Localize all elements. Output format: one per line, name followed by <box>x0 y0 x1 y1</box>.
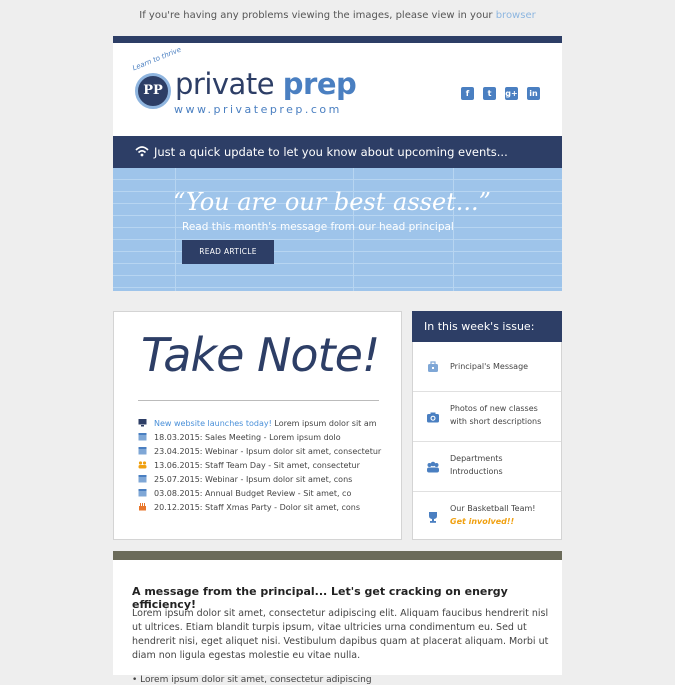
logo-word-prep: prep <box>282 67 357 101</box>
banner-text: Just a quick update to let you know about upcoming events... <box>154 145 508 159</box>
note-text: 03.08.2015: Annual Budget Review - Sit amet, co <box>154 489 352 498</box>
twitter-icon[interactable]: t <box>483 87 496 100</box>
issue-item-photos[interactable] <box>413 392 561 442</box>
issue-item-label: Departments <box>450 454 503 463</box>
note-item <box>138 488 351 498</box>
calendar-icon <box>138 474 147 483</box>
logo-url: www.privateprep.com <box>174 103 342 116</box>
get-involved-link[interactable]: Get involved!! <box>450 516 515 526</box>
cake-icon <box>138 502 147 511</box>
wifi-icon <box>135 144 149 158</box>
note-item <box>138 474 352 484</box>
issue-item-label: Photos of new classes <box>450 404 538 413</box>
note-text: Lorem ipsum dolor sit am <box>271 419 377 428</box>
calendar-icon <box>138 488 147 497</box>
hero-subtitle: Read this month's message from our head principal <box>182 221 454 233</box>
note-item <box>138 446 381 456</box>
hero-quote: “You are our best asset...” <box>173 188 491 216</box>
issue-item-sublabel: with short descriptions <box>450 416 542 426</box>
note-item[interactable] <box>138 418 377 428</box>
hero-section <box>113 168 562 291</box>
group-icon <box>426 460 440 474</box>
read-article-button[interactable]: READ ARTICLE <box>182 240 274 264</box>
hero-paper-line <box>175 168 176 291</box>
article-title: A message from the principal... Let's get cracking on energy efficiency! <box>132 585 508 611</box>
issue-panel <box>412 311 562 540</box>
issue-item-label: Principal's Message <box>450 362 529 371</box>
note-text: 18.03.2015: Sales Meeting - Lorem ipsum dolo <box>154 433 341 442</box>
view-in-browser-note <box>0 10 675 21</box>
calendar-icon <box>138 446 147 455</box>
article-body: Lorem ipsum dolor sit amet, consectetur adipiscing elit. Aliquam faucibus hendrerit nisl ut ultrices. Etiam blandit turpis ipsum, vitae ultricies urna condimentum eu. Sed ut hendrerit nisi, eget aliquet nisi. Vestibulum dapibus quam at placerat aliquam. Morbi ut diam non ligula egestas molestie eu vitae nulla. <box>132 608 549 661</box>
note-item <box>138 432 341 442</box>
briefcase-icon <box>426 360 440 374</box>
issue-heading: In this week's issue: <box>412 311 562 342</box>
divider <box>138 400 379 401</box>
note-text: 20.12.2015: Staff Xmas Party - Dolor sit amet, cons <box>154 503 361 512</box>
logo-word-private: private <box>175 67 283 101</box>
googleplus-icon[interactable]: g+ <box>505 89 518 98</box>
facebook-icon[interactable]: f <box>461 87 474 100</box>
logo-wordmark[interactable] <box>175 67 356 101</box>
take-note-title: Take Note! <box>141 328 380 382</box>
logo-tagline: Learn to thrive <box>131 45 183 73</box>
note-item <box>138 502 360 512</box>
issue-item-principal[interactable] <box>413 342 561 392</box>
trophy-icon <box>426 510 440 524</box>
note-item <box>138 460 360 470</box>
issue-item-basketball[interactable] <box>413 492 561 542</box>
note-text: 13.06.2015: Staff Team Day - Sit amet, consectetur <box>154 461 360 470</box>
issue-item-sublabel: Introductions <box>450 466 503 476</box>
issue-item-departments[interactable] <box>413 442 561 492</box>
issue-item-label: Our Basketball Team! <box>450 504 536 513</box>
calendar-icon <box>138 432 147 441</box>
monitor-icon <box>138 418 147 427</box>
article-bullet: • Lorem ipsum dolor sit amet, consectetur adipiscing <box>132 675 372 685</box>
logo-mark: PP <box>135 73 171 109</box>
linkedin-icon[interactable]: in <box>527 87 540 100</box>
camera-icon <box>426 410 440 424</box>
browser-link[interactable]: browser <box>495 10 536 21</box>
principal-article <box>113 551 562 685</box>
note-highlight[interactable]: New website launches today! <box>154 419 272 428</box>
note-text: 25.07.2015: Webinar - Ipsum dolor sit amet, cons <box>154 475 353 484</box>
note-text: 23.04.2015: Webinar - Ipsum dolor sit amet, consectetur <box>154 447 382 456</box>
take-note-panel <box>113 311 402 540</box>
update-banner <box>113 136 562 168</box>
email-header <box>113 36 562 136</box>
top-note-text: If you're having any problems viewing the images, please view in your <box>139 10 496 21</box>
people-icon <box>138 460 147 469</box>
